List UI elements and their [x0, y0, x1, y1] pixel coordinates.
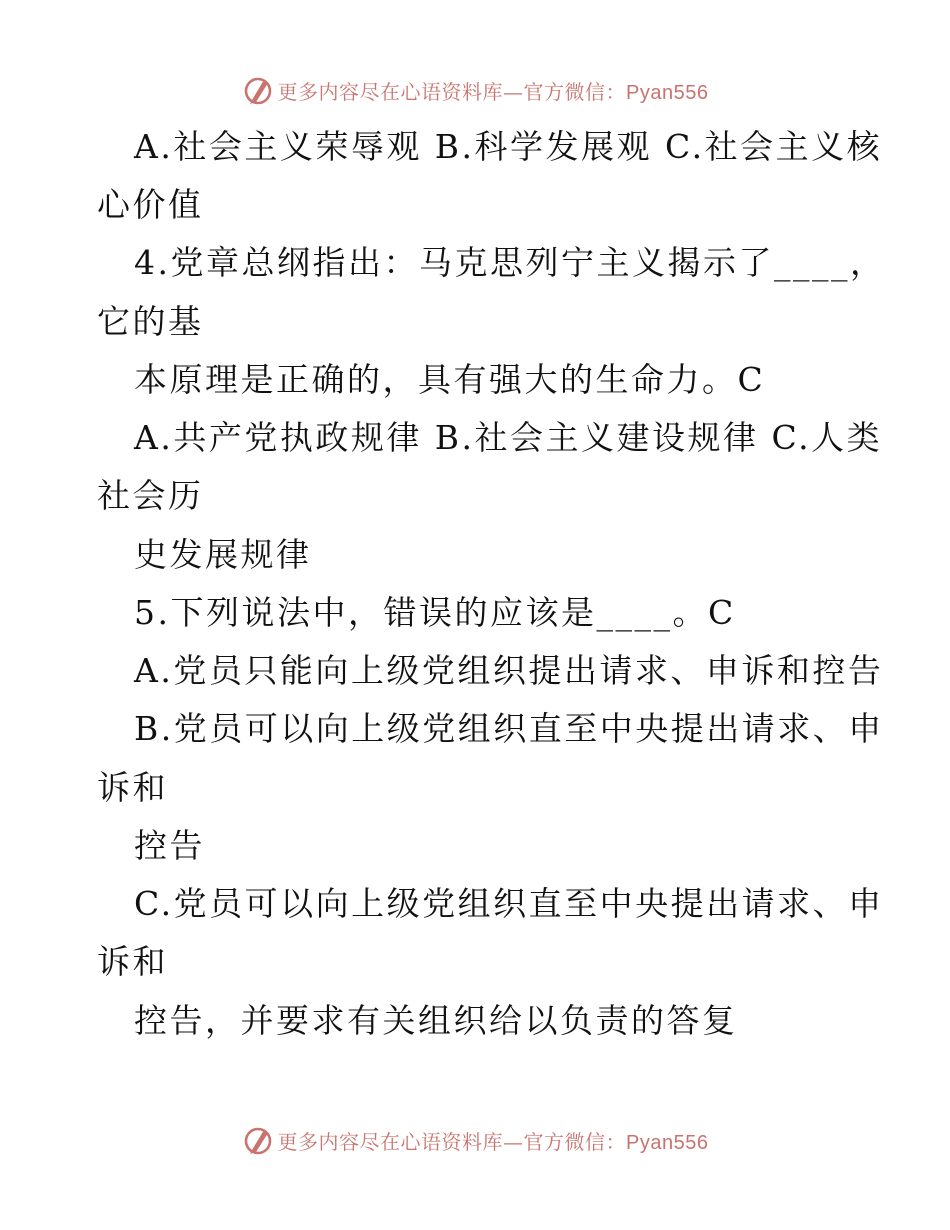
question-5-option-b: B.党员可以向上级党组织直至中央提出请求、申 [134, 709, 884, 748]
text-line: 本原理是正确的，具有强大的生命力。C [134, 360, 766, 399]
text-line: 它的基 [97, 302, 204, 341]
text-line: 诉和 [97, 942, 168, 981]
question-4-options: A.共产党执政规律 B.社会主义建设规律 C.人类 [134, 418, 883, 457]
text-line: 史发展规律 [134, 535, 312, 574]
wechat-id: Pyan556 [626, 1131, 709, 1154]
question-5-option-a: A.党员只能向上级党组织提出请求、申诉和控告 [134, 651, 884, 690]
wechat-id: Pyan556 [626, 81, 709, 104]
text-line: 控告，并要求有关组织给以负责的答复 [134, 1001, 738, 1040]
pen-logo-icon [242, 74, 274, 106]
text-line: 控告 [134, 826, 205, 865]
header-watermark [0, 70, 950, 110]
watermark-text: 更多内容尽在心语资料库—官方微信：Pyan556 [277, 79, 709, 104]
watermark-text: 更多内容尽在心语资料库—官方微信：Pyan556 [277, 1129, 709, 1154]
footer-watermark [0, 1120, 950, 1160]
text-line: 社会历 [97, 476, 204, 515]
text-line: 诉和 [97, 768, 168, 807]
question-4-stem: 4.党章总纲指出：马克思列宁主义揭示了____， [134, 243, 886, 282]
text-line: 心价值 [97, 185, 204, 224]
pen-logo-icon [242, 1124, 274, 1156]
question-5-option-c: C.党员可以向上级党组织直至中央提出请求、申 [134, 884, 884, 923]
text-line: A.社会主义荣辱观 B.科学发展观 C.社会主义核 [134, 127, 883, 166]
question-5-stem: 5.下列说法中，错误的应该是____。C [134, 593, 736, 632]
